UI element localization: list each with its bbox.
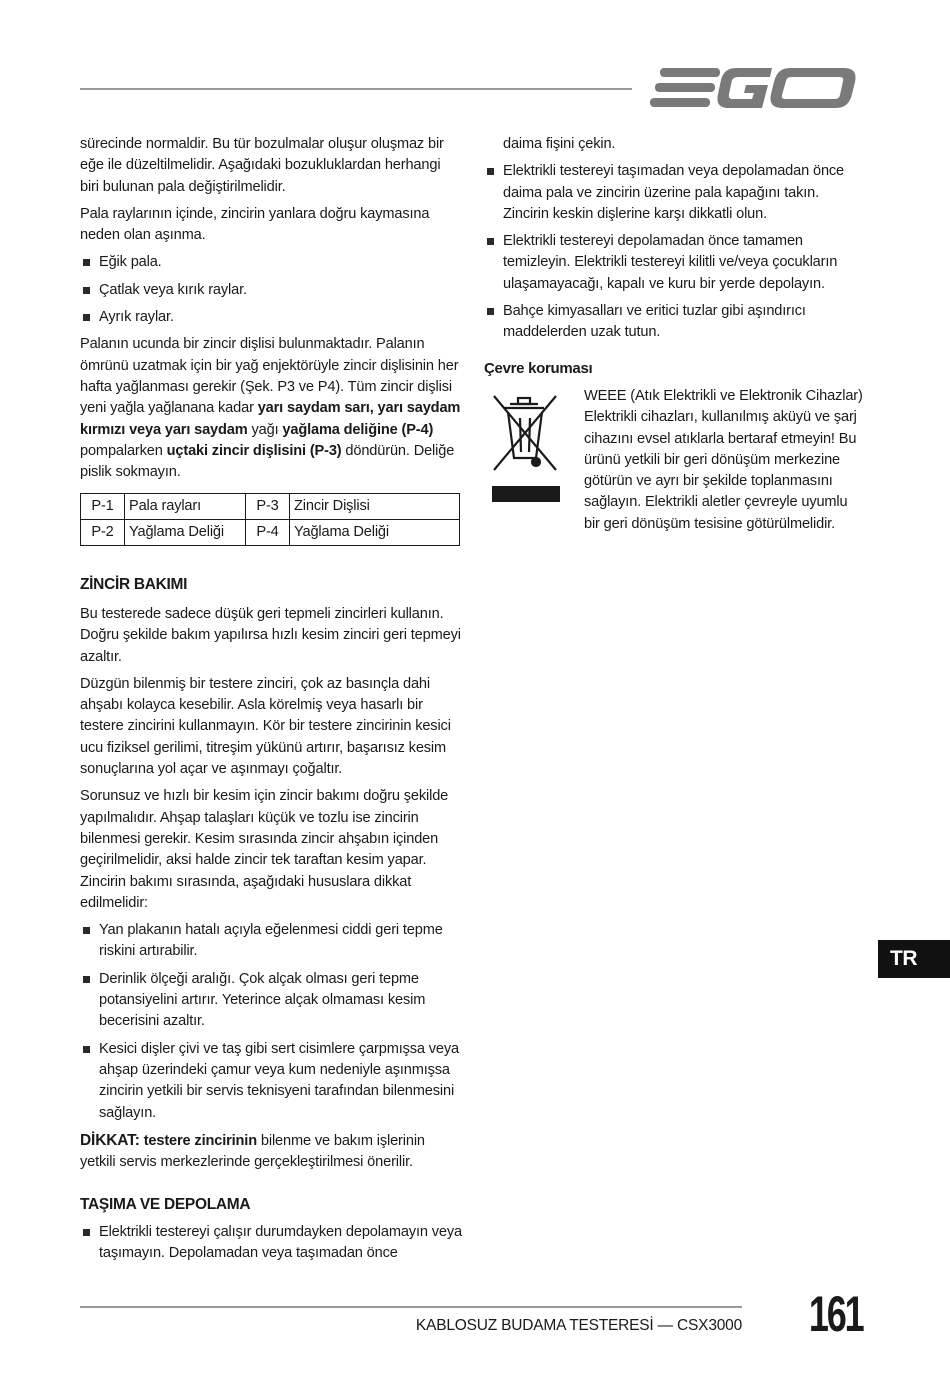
table-cell: Yağlama Deliği [290,520,460,546]
language-tab: TR [878,940,950,978]
parts-table [80,493,460,546]
left-column [80,134,462,1262]
section-heading: TAŞIMA VE DEPOLAMA [80,1196,251,1213]
header-rule [80,88,632,90]
list-item: Bahçe kimyasalları ve eritici tuzlar gibi aşındırıcı maddelerden uzak tutun. [484,301,866,344]
section-heading: ZİNCİR BAKIMI [80,576,188,593]
list-item: Ayrık raylar. [80,307,462,328]
table-row [81,494,460,520]
table-row [81,520,460,546]
list-item: Elektrikli testereyi depolamadan önce tamamen temizleyin. Elektrikli testereyi kilitli ve/veya çocukların ulaşamayacağı, kapalı ve kuru bir yerde depolayın. [484,231,866,295]
list-item: Elektrikli testereyi çalışır durumdayken depolamayın veya taşımayın. Depolamadan veya taşımadan önce [80,1222,462,1265]
paragraph: daima fişini çekin. [503,136,616,152]
transport-section [80,1222,462,1271]
table-cell: P-4 [246,520,290,546]
list-item: Eğik pala. [80,252,462,273]
list-item: Kesici dişler çivi ve taş gibi sert cisimlere çarpmışsa veya ahşap üzerindeki çamur veya kum nedeniyle aşınmışsa zincirin yetkili bir servis teknisyeni tarafından bilenmesini sağlayın. [80,1039,462,1124]
footer-title: KABLOSUZ BUDAMA TESTERESİ — CSX3000 [415,1317,742,1334]
list-item: Elektrikli testereyi taşımadan veya depolamadan önce daima pala ve zincirin üzerine pala kapağını takın. Zincirin keskin dişlerine karşı dikkatli olun. [484,161,866,225]
paragraph: Pala raylarının içinde, zincirin yanlara doğru kaymasına neden olan aşınma. [80,205,430,244]
table-cell: P-1 [81,494,125,520]
weee-description: WEEE (Atık Elektrikli ve Elektronik Cihazlar) Elektrikli cihazları, kullanılmış aküyü ve şarj cihazını evsel atıklarla bertaraf etmeyin! Bu ürünü yetkili bir geri dönüşüm merkezine götürün ve ayrı bir şekilde toplanmasını sağlayın. Elektrikli aletler çevreyle uyumlu bir geri dönüşüm tesisine götürülmelidir. [584,388,863,532]
paragraph: Bu testerede sadece düşük geri tepmeli zincirleri kullanın. Doğru şekilde bakım yapılırsa hızlı kesim zinciri geri tepmeyi azaltır. [80,606,461,665]
table-cell: Yağlama Deliği [125,520,246,546]
paragraph: Düzgün bilenmiş bir testere zinciri, çok az basınçla dahi ahşabı kolayca kesebilir. Asla körelmiş veya hasarlı bir testere zincirini kullanmayın. Kör bir testere zincirinin kesici ucu fiziksel gerilimi, titreşim yükünü artırır, başarısız kesim sonuçlarına yol açar ve aşınmayı çoğaltır. [80,675,451,778]
table-cell: Pala rayları [125,494,246,520]
weee-bin-icon [492,392,560,510]
list-item: Derinlik ölçeği aralığı. Çok alçak olması geri tepme potansiyelini artırır. Yeterince alçak olmaması kesim becerisini azaltır. [80,969,462,1033]
list-item: Çatlak veya kırık raylar. [80,280,462,301]
paragraph: sürecinde normaldir. Bu tür bozulmalar oluşur oluşmaz bir eğe ile düzeltilmelidir. Aşağıdaki bozukluklardan herhangi biri bulunan pala değiştirilmelidir. [80,136,444,195]
list-item: Yan plakanın hatalı açıyla eğelenmesi ciddi geri tepme riskini artırabilir. [80,920,462,963]
chain-section [80,604,462,1179]
paragraph: Sorunsuz ve hızlı bir kesim için zincir bakımı doğru şekilde yapılmalıdır. Ahşap talaşları küçük ve tozlu ise zincirin bilenmesi gerekir. Kesim sırasında zincir ahşabın içinden geçirilmelidir, aksi halde zincir tek taraftan kesim yapar. Zincirin bakımı sırasında, aşağıdaki hususlara dikkat edilmelidir: [80,788,449,911]
paragraph: Palanın ucunda bir zincir dişlisi bulunmaktadır. Palanın ömrünü uzatmak için bir yağ enjektörüyle zincir dişlisinin her hafta yağlanması gerekir (Şek. P3 ve P4). Tüm zincir dişlisi yeni yağla yağlanana kadar yarı saydam sarı, yarı saydam kırmızı veya yarı saydam yağı yağlama deliğine (P-4) pompalarken uçtaki zincir dişlisini (P-3) döndürün. Deliğe pislik sokmayın. [80,336,461,481]
footer-rule [80,1306,742,1308]
table-cell: P-3 [246,494,290,520]
table-cell: Zincir Dişlisi [290,494,460,520]
right-column [484,134,866,532]
table-cell: P-2 [81,520,125,546]
ego-logo [650,64,862,112]
section-heading: Çevre koruması [484,360,593,377]
note: DİKKAT: testere zincirinin bilenme ve bakım işlerinin yetkili servis merkezlerinde gerçekleştirilmesi önerilir. [80,1131,425,1171]
page-number: 161 [808,1286,862,1342]
